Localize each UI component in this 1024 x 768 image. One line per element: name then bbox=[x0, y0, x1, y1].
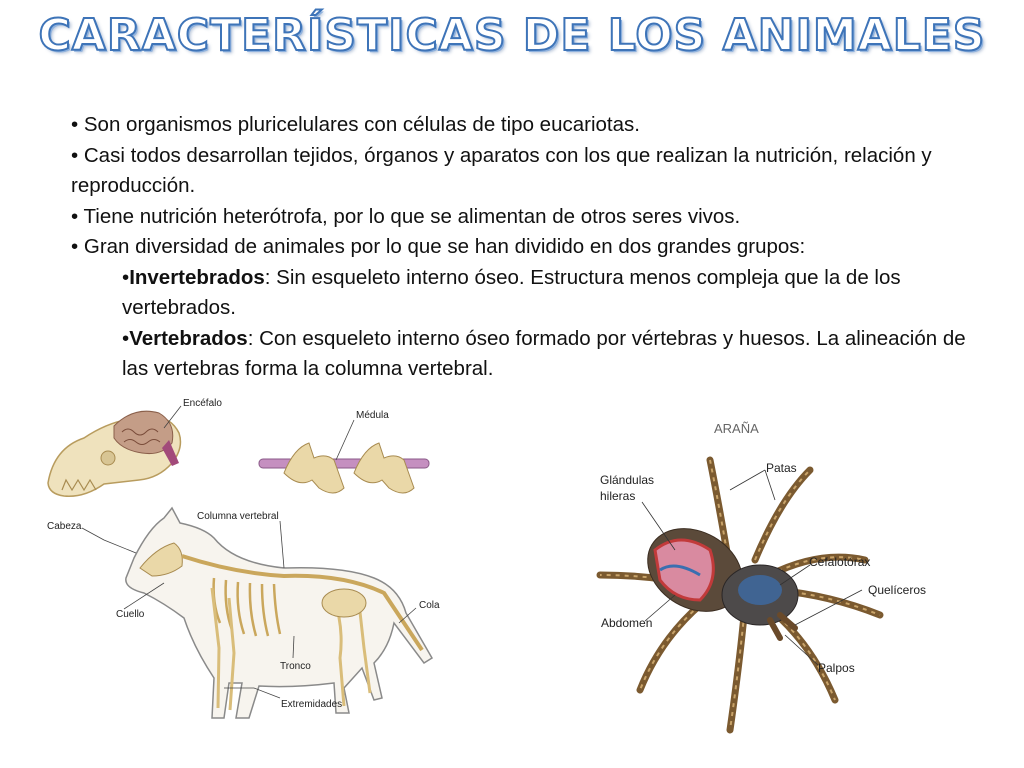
label-queliceros: Quelíceros bbox=[868, 583, 927, 597]
vertebrae-illustration bbox=[259, 443, 429, 493]
subbullet-text: : Con esqueleto interno óseo formado por vértebras y huesos. La alineación de las vertebras forma la columna vertebral. bbox=[122, 326, 966, 380]
skull-illustration bbox=[48, 411, 180, 496]
label-cefalotorax: Cefalotórax bbox=[809, 555, 871, 569]
subbullet-vertebrados bbox=[71, 324, 971, 385]
label-encefalo: Encéfalo bbox=[183, 398, 222, 409]
spider-figure bbox=[580, 400, 960, 740]
label-extremidades: Extremidades bbox=[281, 699, 343, 710]
dog-skeleton-figure bbox=[44, 388, 444, 733]
bullet-item: • Gran diversidad de animales por lo que se han dividido en dos grandes grupos: bbox=[71, 235, 806, 258]
bullet-item: • Casi todos desarrollan tejidos, órganos y aparatos con los que realizan la nutrición, relación y reproducción. bbox=[71, 143, 932, 197]
bullet-item: • Son organismos pluricelulares con células de tipo eucariotas. bbox=[71, 113, 640, 136]
subbullet-marker: • bbox=[122, 326, 130, 350]
label-cabeza: Cabeza bbox=[47, 521, 82, 532]
bullet-list bbox=[71, 110, 971, 385]
bullet-item: • Tiene nutrición heterótrofa, por lo que se alimentan de otros seres vivos. bbox=[71, 204, 741, 228]
dog-body-illustration bbox=[126, 508, 432, 718]
label-glandulas-hileras-line1: Glándulas bbox=[600, 473, 655, 487]
label-cola: Cola bbox=[419, 600, 440, 611]
subbullet-marker: • bbox=[122, 265, 130, 289]
spider-illustration bbox=[600, 460, 880, 730]
subbullet-text: : Sin esqueleto interno óseo. Estructura menos compleja que la de los vertebrados. bbox=[122, 265, 901, 319]
label-palpos: Palpos bbox=[818, 661, 855, 675]
subbullet-term: Invertebrados bbox=[129, 265, 265, 289]
label-columna-vertebral: Columna vertebral bbox=[197, 511, 279, 522]
subbullet-invertebrados bbox=[71, 263, 971, 324]
label-medula: Médula bbox=[356, 410, 389, 421]
label-tronco: Tronco bbox=[280, 661, 311, 672]
slide-title: CARACTERÍSTICAS DE LOS ANIMALES bbox=[38, 10, 986, 61]
spider-title: ARAÑA bbox=[714, 421, 759, 436]
label-cuello: Cuello bbox=[116, 609, 145, 620]
subbullet-term: Vertebrados bbox=[129, 326, 248, 350]
label-abdomen: Abdomen bbox=[601, 616, 653, 630]
label-glandulas-hileras-line2: hileras bbox=[600, 489, 636, 503]
label-patas: Patas bbox=[766, 461, 797, 475]
